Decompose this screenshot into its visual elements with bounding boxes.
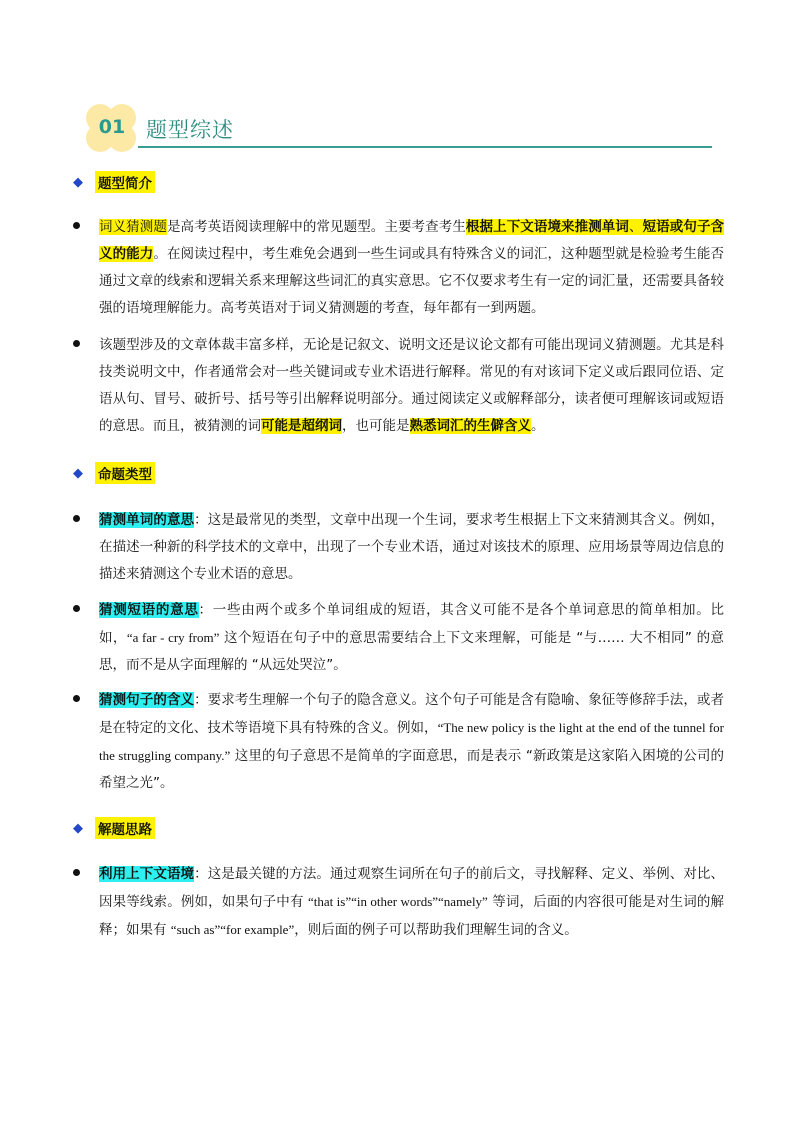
text-run: 等词，后面的内容很可能是对生词的解释；如果有 xyxy=(99,894,724,938)
bullet-dot-icon xyxy=(73,605,80,612)
english-sentence: “The new policy is the light at the end of the tunnel for the struggling company.” xyxy=(99,720,725,763)
bullet-dot-icon xyxy=(73,515,80,522)
text-run: 。在阅读过程中，考生难免会遇到一些生词或具有特殊含义的词汇，这种题型就是检验考生能否通过文章的线索和逻辑关系来理解这些词汇的真实意思。它不仅要求考生有一定的词汇量，还需要具备较强的语境理解能力。高考英语对于词义猜测题的考查，每年都有一到两题。 xyxy=(99,246,725,316)
text-run: ：这是最常见的类型，文章中出现一个生词，要求考生根据上下文来猜测其含义。例如，在描述一种新的科学技术的文章中，出现了一个专业术语，通过对该技术的原理、应用场景等周边信息的描述来猜测这个专业术语的意思。 xyxy=(99,512,725,582)
text-run: 这里的句子意思不是简单的字面意思，而是表示 “新政策是这家陷入困境的公司的希望之光”。 xyxy=(99,748,725,791)
highlight-term: 可能是超纲词 xyxy=(261,418,342,434)
section-number: 01 xyxy=(98,116,126,138)
flower-badge-icon xyxy=(82,104,142,154)
english-phrase: “a far - cry from” xyxy=(126,630,220,645)
text-run: 该题型涉及的文章体裁丰富多样，无论是记叙文、说明文还是议论文都有可能出现词义猜测题。尤其是科技类说明文中，作者通常会对一些关键词或专业术语进行解释。常见的有对该词下定义或后跟同位语、定语从句、冒号、破折号、括号等引出解释说明部分。通过阅读定义或解释部分，读者便可理解该词或短语的意思。而且，被猜测的词 xyxy=(99,337,724,434)
header-underline xyxy=(138,146,712,148)
text-run: 是高考英语阅读理解中的常见题型。主要考查考生 xyxy=(166,219,466,235)
highlight-term: 词义猜测题 xyxy=(99,219,167,235)
text-run: ：要求考生理解一个句子的隐含意义。这个句子可能是含有隐喻、象征等修辞手法，或者是在特定的文化、技术等语境下具有特殊的含义。例如， xyxy=(99,692,725,736)
highlight-label: 猜测句子的含义 xyxy=(99,692,195,708)
bullet-dot-icon xyxy=(73,695,80,702)
highlight-term: 短语或句子含义 xyxy=(99,219,725,262)
paragraph xyxy=(99,597,724,679)
highlight-label: 猜测短语的意思 xyxy=(99,602,199,618)
subsection-types xyxy=(73,461,155,485)
paragraph xyxy=(99,687,724,797)
highlight-term: 熟悉词汇的生僻含义 xyxy=(409,418,531,434)
bullet-dot-icon xyxy=(73,222,80,229)
subsection-approach xyxy=(73,816,155,840)
subsection-title: 解题思路 xyxy=(95,817,155,839)
paragraph xyxy=(99,861,724,944)
text-run: ，则后面的例子可以帮助我们理解生词的含义。 xyxy=(294,922,578,938)
text-run: ：一些由两个或多个单词组成的短语，其含义可能不是各个单词意思的简单相加。比如， xyxy=(99,602,724,646)
bullet-dot-icon xyxy=(73,869,80,876)
text-run: ，也可能是 xyxy=(342,418,410,434)
paragraph xyxy=(99,332,724,440)
english-phrase: “such as”“for example” xyxy=(170,922,295,937)
text-run: 。 xyxy=(531,418,545,434)
diamond-icon: ◆ xyxy=(73,465,83,481)
subsection-intro xyxy=(73,170,155,194)
highlight-label: 利用上下文语境 xyxy=(99,866,195,882)
text-run: 这个短语在句子中的意思需要结合上下文来理解，可能是 “与…… 大不相同” 的意思，而不是从字面理解的 “从远处哭泣”。 xyxy=(99,630,725,673)
subsection-title: 命题类型 xyxy=(95,462,155,484)
diamond-icon: ◆ xyxy=(73,820,83,836)
paragraph xyxy=(99,507,724,588)
paragraph xyxy=(99,214,724,322)
section-title: 题型综述 xyxy=(146,118,234,142)
text-run: 、 xyxy=(629,219,643,235)
highlight-term: 根据上下文语境来推测单词 xyxy=(465,219,629,235)
text-run: ：这是最关键的方法。通过观察生词所在句子的前后文，寻找解释、定义、举例、对比、因果等线索。例如，如果句子中有 xyxy=(99,866,725,910)
section-header xyxy=(82,104,712,154)
english-phrase: “that is”“in other words”“namely” xyxy=(308,894,488,909)
highlight-label: 猜测单词的意思 xyxy=(99,512,195,528)
bullet-dot-icon xyxy=(73,340,80,347)
highlight-term: 的能力 xyxy=(112,246,154,262)
diamond-icon: ◆ xyxy=(73,174,83,190)
subsection-title: 题型简介 xyxy=(95,171,155,193)
